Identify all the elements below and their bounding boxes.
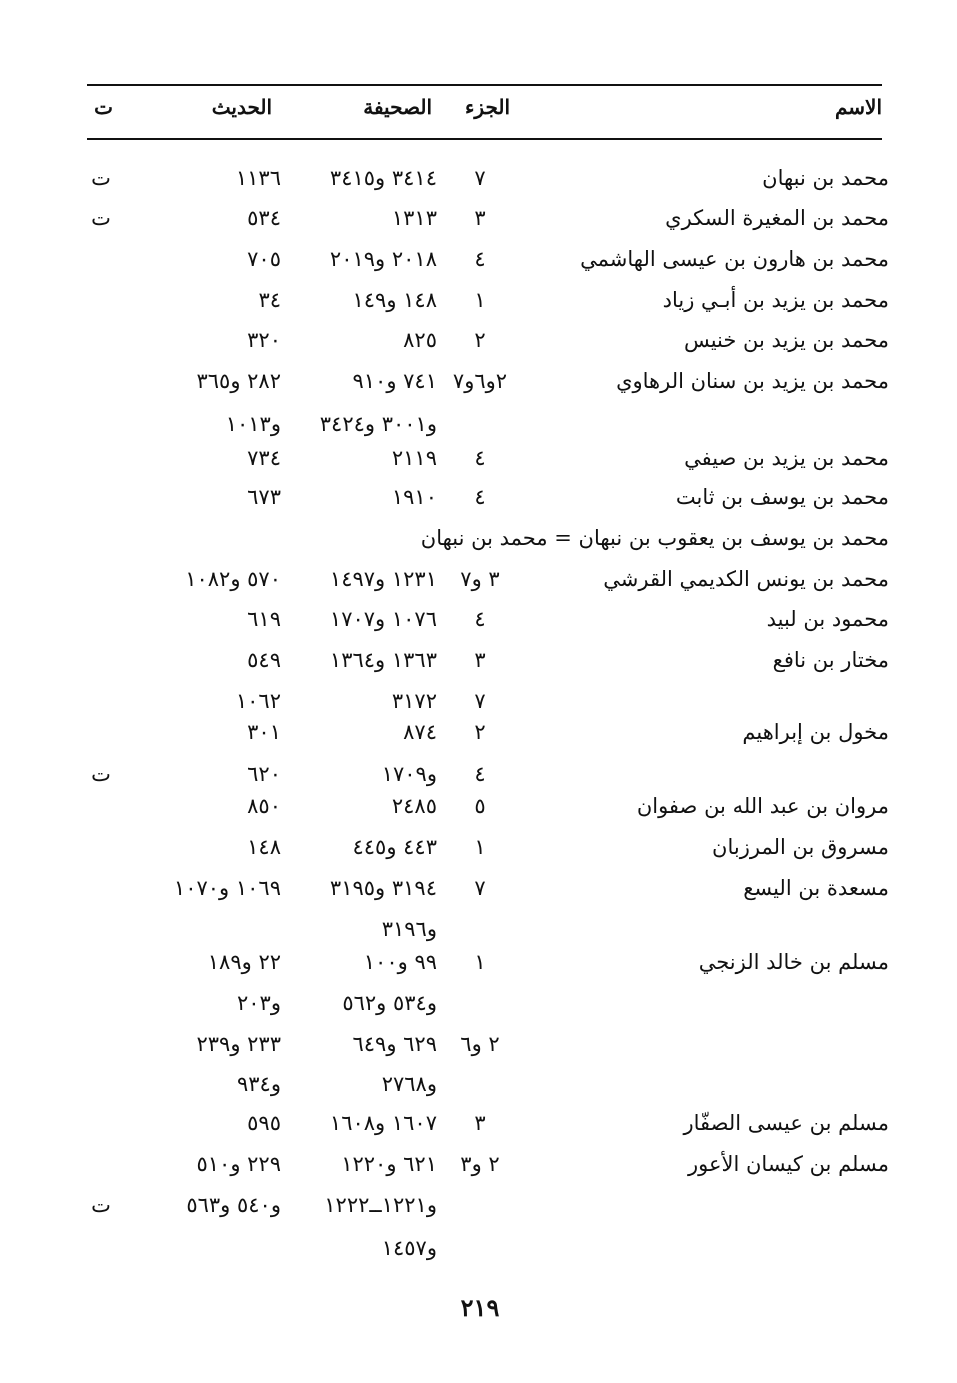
entry-name: محمد بن المغيرة السكري	[665, 206, 889, 230]
entry-name: محمد بن يوسف بن ثابت	[675, 485, 889, 509]
table-row	[0, 829, 957, 865]
entry-page: و٣٠٠١ و٣٤٢٤	[319, 412, 437, 436]
entry-mark: ت	[91, 1193, 111, 1217]
table-row	[0, 520, 957, 556]
entry-mark	[81, 241, 121, 277]
table-row	[0, 944, 957, 980]
entry-page: ٦٢٩ و٦٤٩	[352, 1032, 437, 1056]
entry-hadith: ٢٢٩ و٥١٠	[196, 1152, 281, 1176]
entry-mark	[81, 601, 121, 637]
entry-hadith: و١٠١٣	[225, 412, 281, 436]
entry-page: ٢٤٨٥	[391, 794, 437, 818]
entry-volume: ٣	[474, 206, 486, 230]
table-row	[0, 241, 957, 277]
entry-volume: ٧	[474, 689, 486, 713]
entry-mark	[81, 911, 121, 947]
entry-page: ٦٢١ و١٢٢٠	[341, 1152, 437, 1176]
entry-mark: ت	[91, 206, 111, 230]
entry-volume: ٧	[474, 876, 486, 900]
entry-volume: ٢ و٦	[460, 1032, 500, 1056]
entry-page: ٨٢٥	[403, 328, 437, 352]
entry-hadith: ٧٠٥	[247, 247, 281, 271]
entry-hadith: ١٠٦٩ و١٠٧٠	[173, 876, 281, 900]
entry-name: مسلم بن خالد الزنجي	[698, 950, 889, 974]
entry-volume: ٢	[474, 720, 486, 744]
entry-volume: ١	[474, 288, 486, 312]
entry-mark	[81, 479, 121, 515]
entry-volume	[440, 911, 520, 947]
entry-hadith: و٥٤٠ و٥٦٣	[186, 1193, 281, 1217]
entry-page: ٧٤١ و٩١٠	[352, 369, 437, 393]
entry-volume: ٧	[474, 166, 486, 190]
entry-mark	[81, 1026, 121, 1062]
header-name: الاسم	[834, 95, 882, 119]
entry-mark	[81, 642, 121, 678]
entry-volume: ٢و٦و٧	[452, 369, 508, 393]
entry-page: ١٩١٠	[391, 485, 437, 509]
entry-hadith: و٩٣٤	[237, 1072, 281, 1096]
entry-hadith: ٢٨٢ و٣٦٥	[196, 369, 281, 393]
entry-volume: ٣ و٧	[460, 567, 500, 591]
entry-hadith: ٥٤٩	[247, 648, 281, 672]
entry-volume: ٢ و٣	[460, 1152, 500, 1176]
entry-page: ٣١٧٢	[391, 689, 437, 713]
entry-page: ٢٠١٨ و٢٠١٩	[329, 247, 437, 271]
entry-name: محمد بن يزيد بن سنان الرهاوي	[616, 369, 889, 393]
entry-mark	[81, 406, 121, 442]
entry-name: مروان بن عبد الله بن صفوان	[636, 794, 889, 818]
table-row	[0, 870, 957, 906]
entry-name: محمد بن نبهان	[762, 166, 889, 190]
table-row	[0, 479, 957, 515]
entry-page: و١٢٢١ــ١٢٢٢	[324, 1193, 437, 1217]
entry-mark	[81, 870, 121, 906]
entry-page: ١٣٦٣ و١٣٦٤	[329, 648, 437, 672]
entry-page: ١٣١٣	[391, 206, 437, 230]
entry-volume: ٤	[474, 485, 486, 509]
entry-name: محمود بن لبيد	[766, 607, 889, 631]
entry-page: ٢١١٩	[391, 446, 437, 470]
table-row	[0, 1230, 957, 1266]
entry-name: مسلم بن كيسان الأعور	[688, 1152, 889, 1176]
entry-page: ١٦٠٧ و١٦٠٨	[329, 1111, 437, 1135]
entry-mark	[81, 829, 121, 865]
entry-name: محمد بن هارون بن عيسى الهاشمي	[580, 247, 889, 271]
entry-page: و٣١٩٦	[381, 917, 437, 941]
entry-hadith: ٦١٩	[247, 607, 281, 631]
table-row	[0, 985, 957, 1021]
entry-volume: ٣	[474, 1111, 486, 1135]
table-row	[0, 911, 957, 947]
entry-page: ٨٧٤	[403, 720, 437, 744]
entry-mark	[81, 322, 121, 358]
table-row	[0, 322, 957, 358]
entry-mark: ت	[91, 166, 111, 190]
entry-page: و١٤٥٧	[381, 1236, 437, 1260]
entry-mark: ت	[91, 762, 111, 786]
entry-page: و٢٧٦٨	[381, 1072, 437, 1096]
entry-hadith: ٧٣٤	[247, 446, 281, 470]
entry-hadith: ١١٣٦	[235, 166, 281, 190]
table-row	[0, 1187, 957, 1223]
entry-volume: ٢	[474, 328, 486, 352]
table-row	[0, 200, 957, 236]
table-row	[0, 642, 957, 678]
entry-name: مسعدة بن اليسع	[743, 876, 889, 900]
table-row	[0, 282, 957, 318]
entry-hadith: ٥٩٥	[247, 1111, 281, 1135]
entry-volume	[440, 985, 520, 1021]
table-row	[0, 1105, 957, 1141]
table-row	[0, 714, 957, 750]
entry-mark	[81, 561, 121, 597]
entry-hadith: ٣٤	[258, 288, 281, 312]
table-row	[0, 406, 957, 442]
entry-name: مخول بن إبراهيم	[742, 720, 889, 744]
header-mark: ت	[94, 95, 113, 119]
entry-name: محمد بن يزيد بن خنيس	[683, 328, 889, 352]
entry-volume	[440, 1187, 520, 1223]
entry-volume	[440, 1230, 520, 1266]
entry-hadith: ٥٣٤	[247, 206, 281, 230]
entry-name: مسلم بن عيسى الصفّار	[683, 1111, 889, 1135]
table-row	[0, 756, 957, 792]
entry-volume: ١	[474, 835, 486, 859]
entry-mark	[81, 788, 121, 824]
entry-hadith: ٣٠١	[247, 720, 281, 744]
entry-page: و٥٣٤ و٥٦٢	[342, 991, 437, 1015]
entry-name: مختار بن نافع	[772, 648, 889, 672]
entry-mark	[81, 1066, 121, 1102]
table-row	[0, 363, 957, 399]
entry-hadith: ٥٧٠ و١٠٨٢	[185, 567, 281, 591]
entry-volume: ٥	[474, 794, 486, 818]
entry-mark	[81, 1105, 121, 1141]
entry-page: ١٢٣١ و١٤٩٧	[329, 567, 437, 591]
entry-name: محمد بن يونس الكديمي القرشي	[603, 567, 889, 591]
entry-page: ٤٤٣ و٤٤٥	[352, 835, 437, 859]
entry-volume	[440, 406, 520, 442]
entry-page: ٩٩ و١٠٠	[363, 950, 437, 974]
entry-hadith: ١٠٦٢	[235, 689, 281, 713]
entry-mark	[81, 440, 121, 476]
entry-mark	[81, 714, 121, 750]
entry-mark	[81, 1230, 121, 1266]
table-row	[0, 601, 957, 637]
header-page: الصحيفة	[363, 95, 432, 119]
entry-hadith: ٣٢٠	[247, 328, 281, 352]
entry-hadith: ٦٢٠	[247, 762, 281, 786]
entry-volume: ١	[474, 950, 486, 974]
entry-name: محمد بن يزيد بن أبـي زياد	[662, 288, 889, 312]
cross-reference: محمد بن يوسف بن يعقوب بن نبهان = محمد بن نبهان	[420, 526, 889, 550]
table-row	[0, 1146, 957, 1182]
header-volume: الجزء	[465, 95, 510, 119]
entry-page: و١٧٠٩	[381, 762, 437, 786]
entry-name: مسروق بن المرزبان	[712, 835, 889, 859]
table-row	[0, 1066, 957, 1102]
entry-mark	[81, 1146, 121, 1182]
entry-volume: ٤	[474, 762, 486, 786]
entry-volume: ٤	[474, 607, 486, 631]
entry-volume: ٣	[474, 648, 486, 672]
entry-page: ٣٤١٤ و٣٤١٥	[329, 166, 437, 190]
table-row	[0, 788, 957, 824]
entry-hadith: ١٤٨	[247, 835, 281, 859]
entry-volume	[440, 1066, 520, 1102]
entry-page: ١٤٨ و١٤٩	[352, 288, 437, 312]
entry-hadith: و٢٠٣	[237, 991, 281, 1015]
page-number: ٢١٩	[460, 1293, 500, 1322]
entry-mark	[81, 944, 121, 980]
entry-hadith: ٨٥٠	[247, 794, 281, 818]
entry-name: محمد بن يزيد بن صيفي	[684, 446, 889, 470]
entry-volume: ٤	[474, 247, 486, 271]
entry-mark	[81, 985, 121, 1021]
entry-volume: ٤	[474, 446, 486, 470]
entry-page: ١٠٧٦ و١٧٠٧	[329, 607, 437, 631]
header-hadith: الحديث	[211, 95, 272, 119]
table-row	[0, 561, 957, 597]
entry-hadith: ٦٧٣	[247, 485, 281, 509]
entry-hadith: ٢٣٣ و٢٣٩	[196, 1032, 281, 1056]
table-row	[0, 440, 957, 476]
entry-mark	[81, 282, 121, 318]
table-row	[0, 1026, 957, 1062]
entry-page: ٣١٩٤ و٣١٩٥	[329, 876, 437, 900]
entry-hadith: ٢٢ و١٨٩	[207, 950, 281, 974]
table-row	[0, 160, 957, 196]
entry-mark	[81, 363, 121, 399]
